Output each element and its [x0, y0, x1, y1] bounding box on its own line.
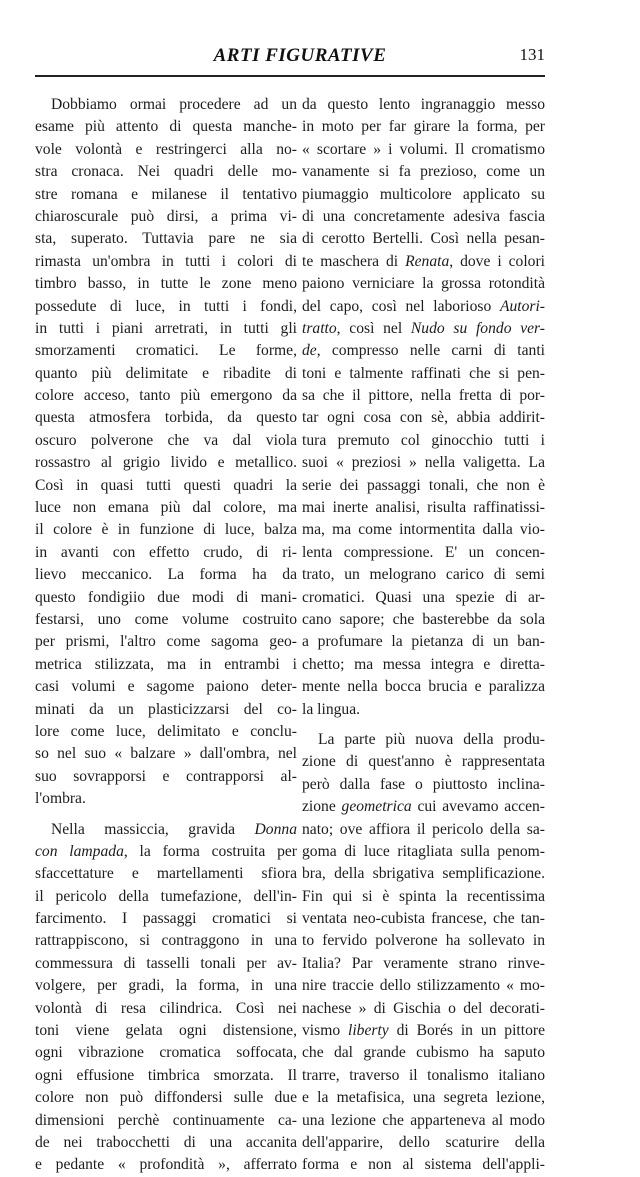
text-line: lenta compressione. E' un concen-: [302, 543, 545, 561]
text-line: colore acceso, tanto più emergono da: [35, 387, 297, 405]
header-rule: [35, 75, 545, 77]
italic-title: tratto: [302, 319, 337, 337]
text-line: volgere, per gradi, la forma, in una: [35, 977, 297, 995]
text-line: [302, 318, 545, 340]
text-line: colore non può diffondersi sulle due: [35, 1089, 297, 1107]
text-line: e la metafisica, una segreta lezione,: [302, 1089, 545, 1107]
text-line: chetto; ma messa integra e diretta-: [302, 655, 545, 673]
text-line: sta, superato. Tuttavia pare ne sia: [35, 230, 297, 248]
italic-title: Renata: [405, 252, 450, 270]
text-line: farcimento. I passaggi cromatici si: [35, 910, 297, 928]
text-run: cui avevamo accen-: [411, 798, 545, 816]
text-line: trato, un melograno carico di semi: [302, 566, 545, 584]
text-line: in tutti i piani arretrati, in tutti gli: [35, 319, 297, 337]
text-line: dimensioni perchè continuamente ca-: [35, 1111, 297, 1129]
text-line: di cerotto Bertelli. Così nella pesan-: [302, 230, 545, 248]
right-column: [302, 94, 545, 1177]
text-line: chiaroscurale può dirsi, a prima vi-: [35, 207, 297, 225]
text-line: quanto più delimitate e ribadite di: [35, 364, 297, 382]
text-line: stre romana e milanese il tentativo: [35, 185, 297, 203]
text-line: cano sapore; che basterebbe da sola: [302, 610, 545, 628]
section-title: ARTI FIGURATIVE: [213, 45, 387, 66]
text-line: minati da un plasticizzarsi del co-: [35, 700, 297, 718]
text-line: serie dei passaggi tonali, che non è: [302, 476, 545, 494]
text-line: [35, 841, 297, 863]
text-line: commessura di tasselli tonali per av-: [35, 954, 297, 972]
text-line: metrica stilizzata, ma in entrambi i: [35, 655, 297, 673]
text-run: del capo, così nel laborioso: [302, 297, 500, 315]
text-line: nire traccie dello stilizzamento « mo-: [302, 977, 545, 995]
text-line: stra cronaca. Nei quadri delle mo-: [35, 163, 297, 181]
text-line: tar ogni cosa con sè, abbia addirit-: [302, 409, 545, 427]
text-line: [35, 819, 297, 841]
text-line: questa atmosfera torbida, da questo: [35, 409, 297, 427]
text-line: [302, 251, 545, 273]
text-run: Nella massiccia, gravida: [51, 820, 255, 838]
text-line: smorzamenti cromatici. Le forme,: [35, 342, 297, 360]
text-line: ogni vibrazione cromatica soffocata,: [35, 1044, 297, 1062]
text-line: il colore è in funzione di luce, balza: [35, 521, 297, 539]
text-line: bra, della sbrigativa semplificazione.: [302, 865, 545, 883]
text-line: casi volumi e sagome paiono deter-: [35, 678, 297, 696]
text-line: oscuro polverone che va dal viola: [35, 431, 297, 449]
text-line: in avanti con effetto crudo, di ri-: [35, 543, 297, 561]
text-line: mente nella bocca brucia e paralizza: [302, 678, 545, 696]
text-line: possedute di luce, in tutti i fondi,: [35, 297, 297, 315]
text-line: in moto per far girare la forma, per: [302, 118, 545, 136]
text-line: piumaggio multicolore applicato su: [302, 185, 545, 203]
text-line: festarsi, uno come volume costruito: [35, 610, 297, 628]
text-line: mai inerte analisi, risulta raffinatissi-: [302, 499, 545, 517]
text-line: ventata neo-cubista francese, che tan-: [302, 910, 545, 928]
text-line: Dobbiamo ormai procedere ad un: [51, 96, 297, 113]
text-line: sfaccettature e martellamenti sfiora: [35, 865, 297, 883]
text-run: , così nel: [336, 319, 411, 337]
italic-title: de: [302, 342, 317, 360]
text-line: luce non emana più dal colore, ma: [35, 499, 297, 517]
text-line: da questo lento ingranaggio messo: [302, 96, 545, 113]
text-line: lore come luce, delimitato e conclu-: [35, 722, 297, 740]
text-line: suoi « preziosi » nella valigetta. La: [302, 454, 545, 472]
text-line: [302, 796, 545, 818]
text-line: zione di quest'anno è rappresentata: [302, 753, 545, 771]
text-line: Così in quasi tutti questi quadri la: [35, 476, 297, 494]
italic-title: geometrica: [341, 798, 412, 816]
left-column: [35, 94, 297, 1177]
text-line: tura premuto col ginocchio tutti i: [302, 431, 545, 449]
text-line: trarre, traverso il tonalismo italiano: [302, 1066, 545, 1084]
text-line: suo sovrapporsi e contrapporsi al-: [35, 767, 297, 785]
paragraph-gap: [35, 811, 297, 819]
text-run: vismo: [302, 1022, 348, 1040]
text-line: goma di luce ritagliata sulla penom-: [302, 842, 545, 860]
text-line: toni viene gelata ogni distensione,: [35, 1022, 297, 1040]
text-line: La parte più nuova della produ-: [318, 730, 545, 748]
text-line: Italia? Par veramente strano rinve-: [302, 954, 545, 972]
text-line: e pedante « profondità », afferrato: [35, 1156, 297, 1174]
text-line: dell'apparire, dello scaturire della: [302, 1133, 545, 1151]
text-line: ogni effusione timbrica smorzata. Il: [35, 1066, 297, 1084]
text-line: però dalla fase o piuttosto inclina-: [302, 775, 545, 793]
text-line: « scortare » i volumi. Il cromatismo: [302, 140, 545, 158]
text-line: vole volontà e restringerci alla no-: [35, 140, 297, 158]
italic-title: Donna: [254, 820, 297, 838]
text-line: toni e talmente raffinati che si pen-: [302, 364, 545, 382]
page-number: 131: [519, 45, 545, 64]
text-line: il pericolo della tumefazione, dell'in-: [35, 887, 297, 905]
text-line: to fervido polverone ha sollevato in: [302, 932, 545, 950]
text-run: , compresso nelle carni di tanti: [316, 342, 545, 360]
text-run: zione: [302, 798, 342, 816]
italic-title: Nudo su fondo ver-: [410, 319, 545, 337]
text-line: rattrappiscono, si contraggono in una: [35, 932, 297, 950]
text-line: la lingua.: [302, 700, 361, 718]
text-line: nachese » di Gischia o del decorati-: [302, 999, 545, 1017]
text-run: te maschera di: [302, 252, 406, 270]
text-line: so nel suo « balzare » dall'ombra, nel: [35, 745, 297, 763]
text-line: timbro basso, in tutte le zone meno: [35, 275, 297, 293]
text-line: volontà di resa cilindrica. Così nei: [35, 999, 297, 1017]
text-line: rossastro al grigio livido e metallico.: [35, 454, 297, 472]
text-line: Fin qui si è spinta la recentissima: [302, 887, 545, 905]
text-line: per prismi, l'altro come sagoma geo-: [35, 633, 297, 651]
text-line: a profumare la pietanza di un ban-: [302, 633, 545, 651]
text-line: cromatici. Quasi una spezie di ar-: [302, 588, 545, 606]
text-run: , la forma costruita per: [123, 842, 297, 860]
italic-title: con lampada: [35, 842, 124, 860]
text-run: di Borés in un pittore: [388, 1022, 545, 1040]
text-line: ma, ma come intormentita dalla vio-: [302, 521, 545, 539]
italic-title: Autori-: [499, 297, 545, 315]
text-line: rimasta un'ombra in tutti i colori di: [35, 252, 297, 270]
text-line: lievo meccanico. La forma ha da: [35, 566, 297, 584]
text-line: che dal grande cubismo ha saputo: [302, 1044, 545, 1062]
text-line: nato; ove affiora il pericolo della sa-: [302, 820, 545, 838]
text-run: , dove i colori: [449, 252, 545, 270]
text-line: forma e non al sistema dell'appli-: [302, 1156, 545, 1174]
text-line: sa che il pittore, nella fretta di por-: [302, 387, 545, 405]
text-line: l'ombra.: [35, 790, 86, 808]
text-line: una lezione che apparteneva al modo: [302, 1111, 545, 1129]
paragraph-gap: [302, 721, 545, 729]
text-line: paiono verniciare la grossa rotondità: [302, 275, 545, 293]
text-line: [302, 1020, 545, 1042]
text-line: [302, 340, 545, 362]
italic-title: liberty: [348, 1022, 389, 1040]
text-line: vanamente si fa prezioso, come un: [302, 163, 545, 181]
text-line: questo fondigiio due modi di mani-: [35, 588, 297, 606]
text-line: de nei trabocchetti di una accanita: [35, 1133, 297, 1151]
text-line: [302, 296, 545, 318]
text-line: esame più attento di questa manche-: [35, 118, 297, 136]
text-line: di una concretamente adesiva fascia: [302, 207, 545, 225]
